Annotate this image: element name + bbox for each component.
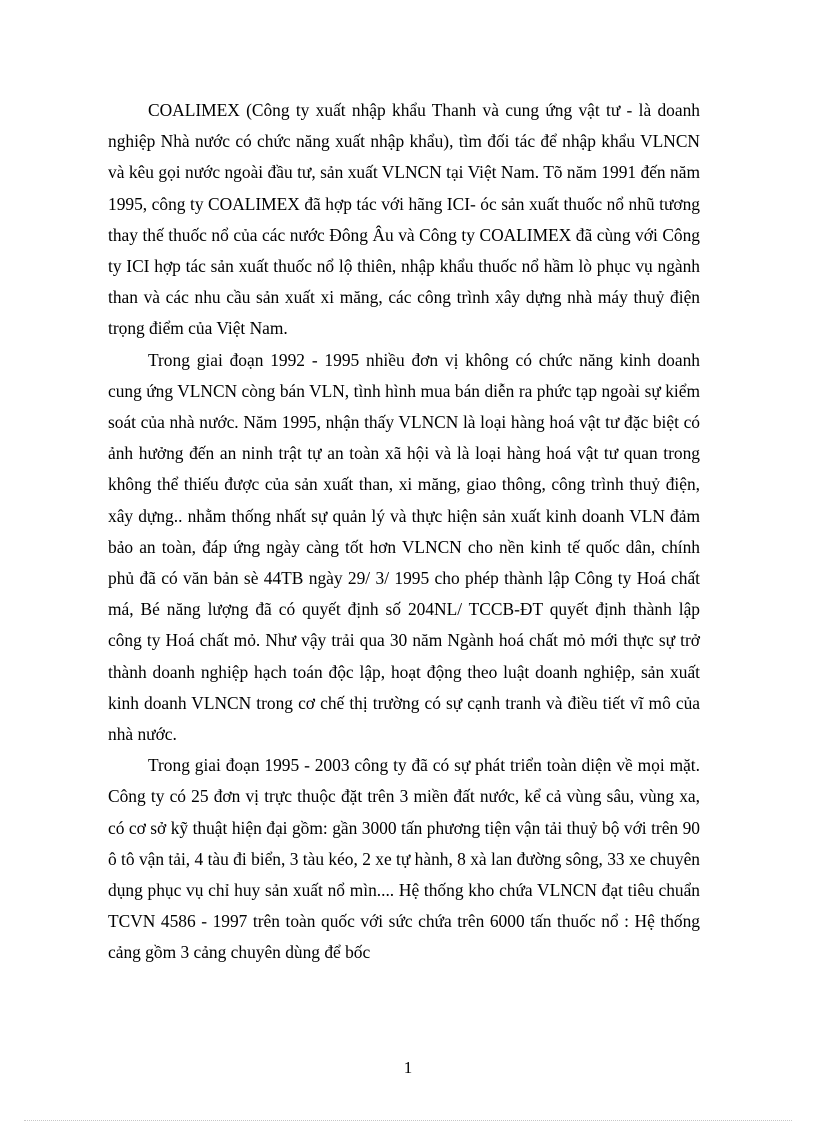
- document-body: [108, 95, 700, 969]
- page-bottom-divider: [24, 1120, 792, 1121]
- page-number: 1: [403, 1058, 413, 1077]
- paragraph-coalimex: COALIMEX (Công ty xuất nhập khẩu Thanh và cung ứng vật tư - là doanh nghiệp Nhà nước có chức năng xuất nhập khẩu), tìm đối tác để nhập khẩu VLNCN và kêu gọi nước ngoài đầu tư, sản xuất VLNCN tại Việt Nam. Tõ năm 1991 đến năm 1995, công ty COALIMEX đã hợp tác với hãng ICI- óc sản xuất thuốc nổ nhũ tương thay thế thuốc nổ của các nước Đông Âu và Công ty COALIMEX đã cùng với Công ty ICI hợp tác sản xuất thuốc nổ lộ thiên, nhập khẩu thuốc nổ hầm lò phục vụ ngành than và các nhu cầu sản xuất xi măng, các công trình xây dựng nhà máy thuỷ điện trọng điểm của Việt Nam.: [108, 100, 700, 339]
- paragraph-1992-1995: Trong giai đoạn 1992 - 1995 nhiều đơn vị không có chức năng kinh doanh cung ứng VLNCN còng bán VLN, tình hình mua bán diễn ra phức tạp ngoài sự kiểm soát của nhà nước. Năm 1995, nhận thấy VLNCN là loại hàng hoá vật tư đặc biệt có ảnh hưởng đến an ninh trật tự an toàn xã hội và là loại hàng hoá vật tư quan trong không thể thiếu được của sản xuất than, xi măng, giao thông, công trình thuỷ điện, xây dựng.. nhằm thống nhất sự quản lý và thực hiện sản xuất kinh doanh VLN đảm bảo an toàn, đáp ứng ngày càng tốt hơn VLNCN cho nền kinh tế quốc dân, chính phủ đã có văn bản sè 44TB ngày 29/ 3/ 1995 cho phép thành lập Công ty Hoá chất má, Bé năng lượng đã có quyết định số 204NL/ TCCB-ĐT quyết định thành lập công ty Hoá chất mỏ. Như vậy trải qua 30 năm Ngành hoá chất mỏ mới thực sự trở thành doanh nghiệp hạch toán độc lập, hoạt động theo luật doanh nghiệp, sản xuất kinh doanh VLNCN trong cơ chế thị trường có sự cạnh tranh và điều tiết vĩ mô của nhà nước.: [108, 349, 700, 745]
- paragraph-1995-2003: Trong giai đoạn 1995 - 2003 công ty đã có sự phát triển toàn diện về mọi mặt. Công ty có 25 đơn vị trực thuộc đặt trên 3 miền đất nước, kể cả vùng sâu, vùng xa, có cơ sở kỹ thuật hiện đại gồm: gần 3000 tấn phương tiện vận tải thuỷ bộ với trên 90 ô tô vận tải, 4 tàu đi biển, 3 tàu kéo, 2 xe tự hành, 8 xà lan đường sông, 33 xe chuyên dụng phục vụ chỉ huy sản xuất nổ mìn.... Hệ thống kho chứa VLNCN đạt tiêu chuẩn TCVN 4586 - 1997 trên toàn quốc với sức chứa trên 6000 tấn thuốc nổ : Hệ thống cảng gồm 3 cảng chuyên dùng để bốc: [108, 755, 700, 963]
